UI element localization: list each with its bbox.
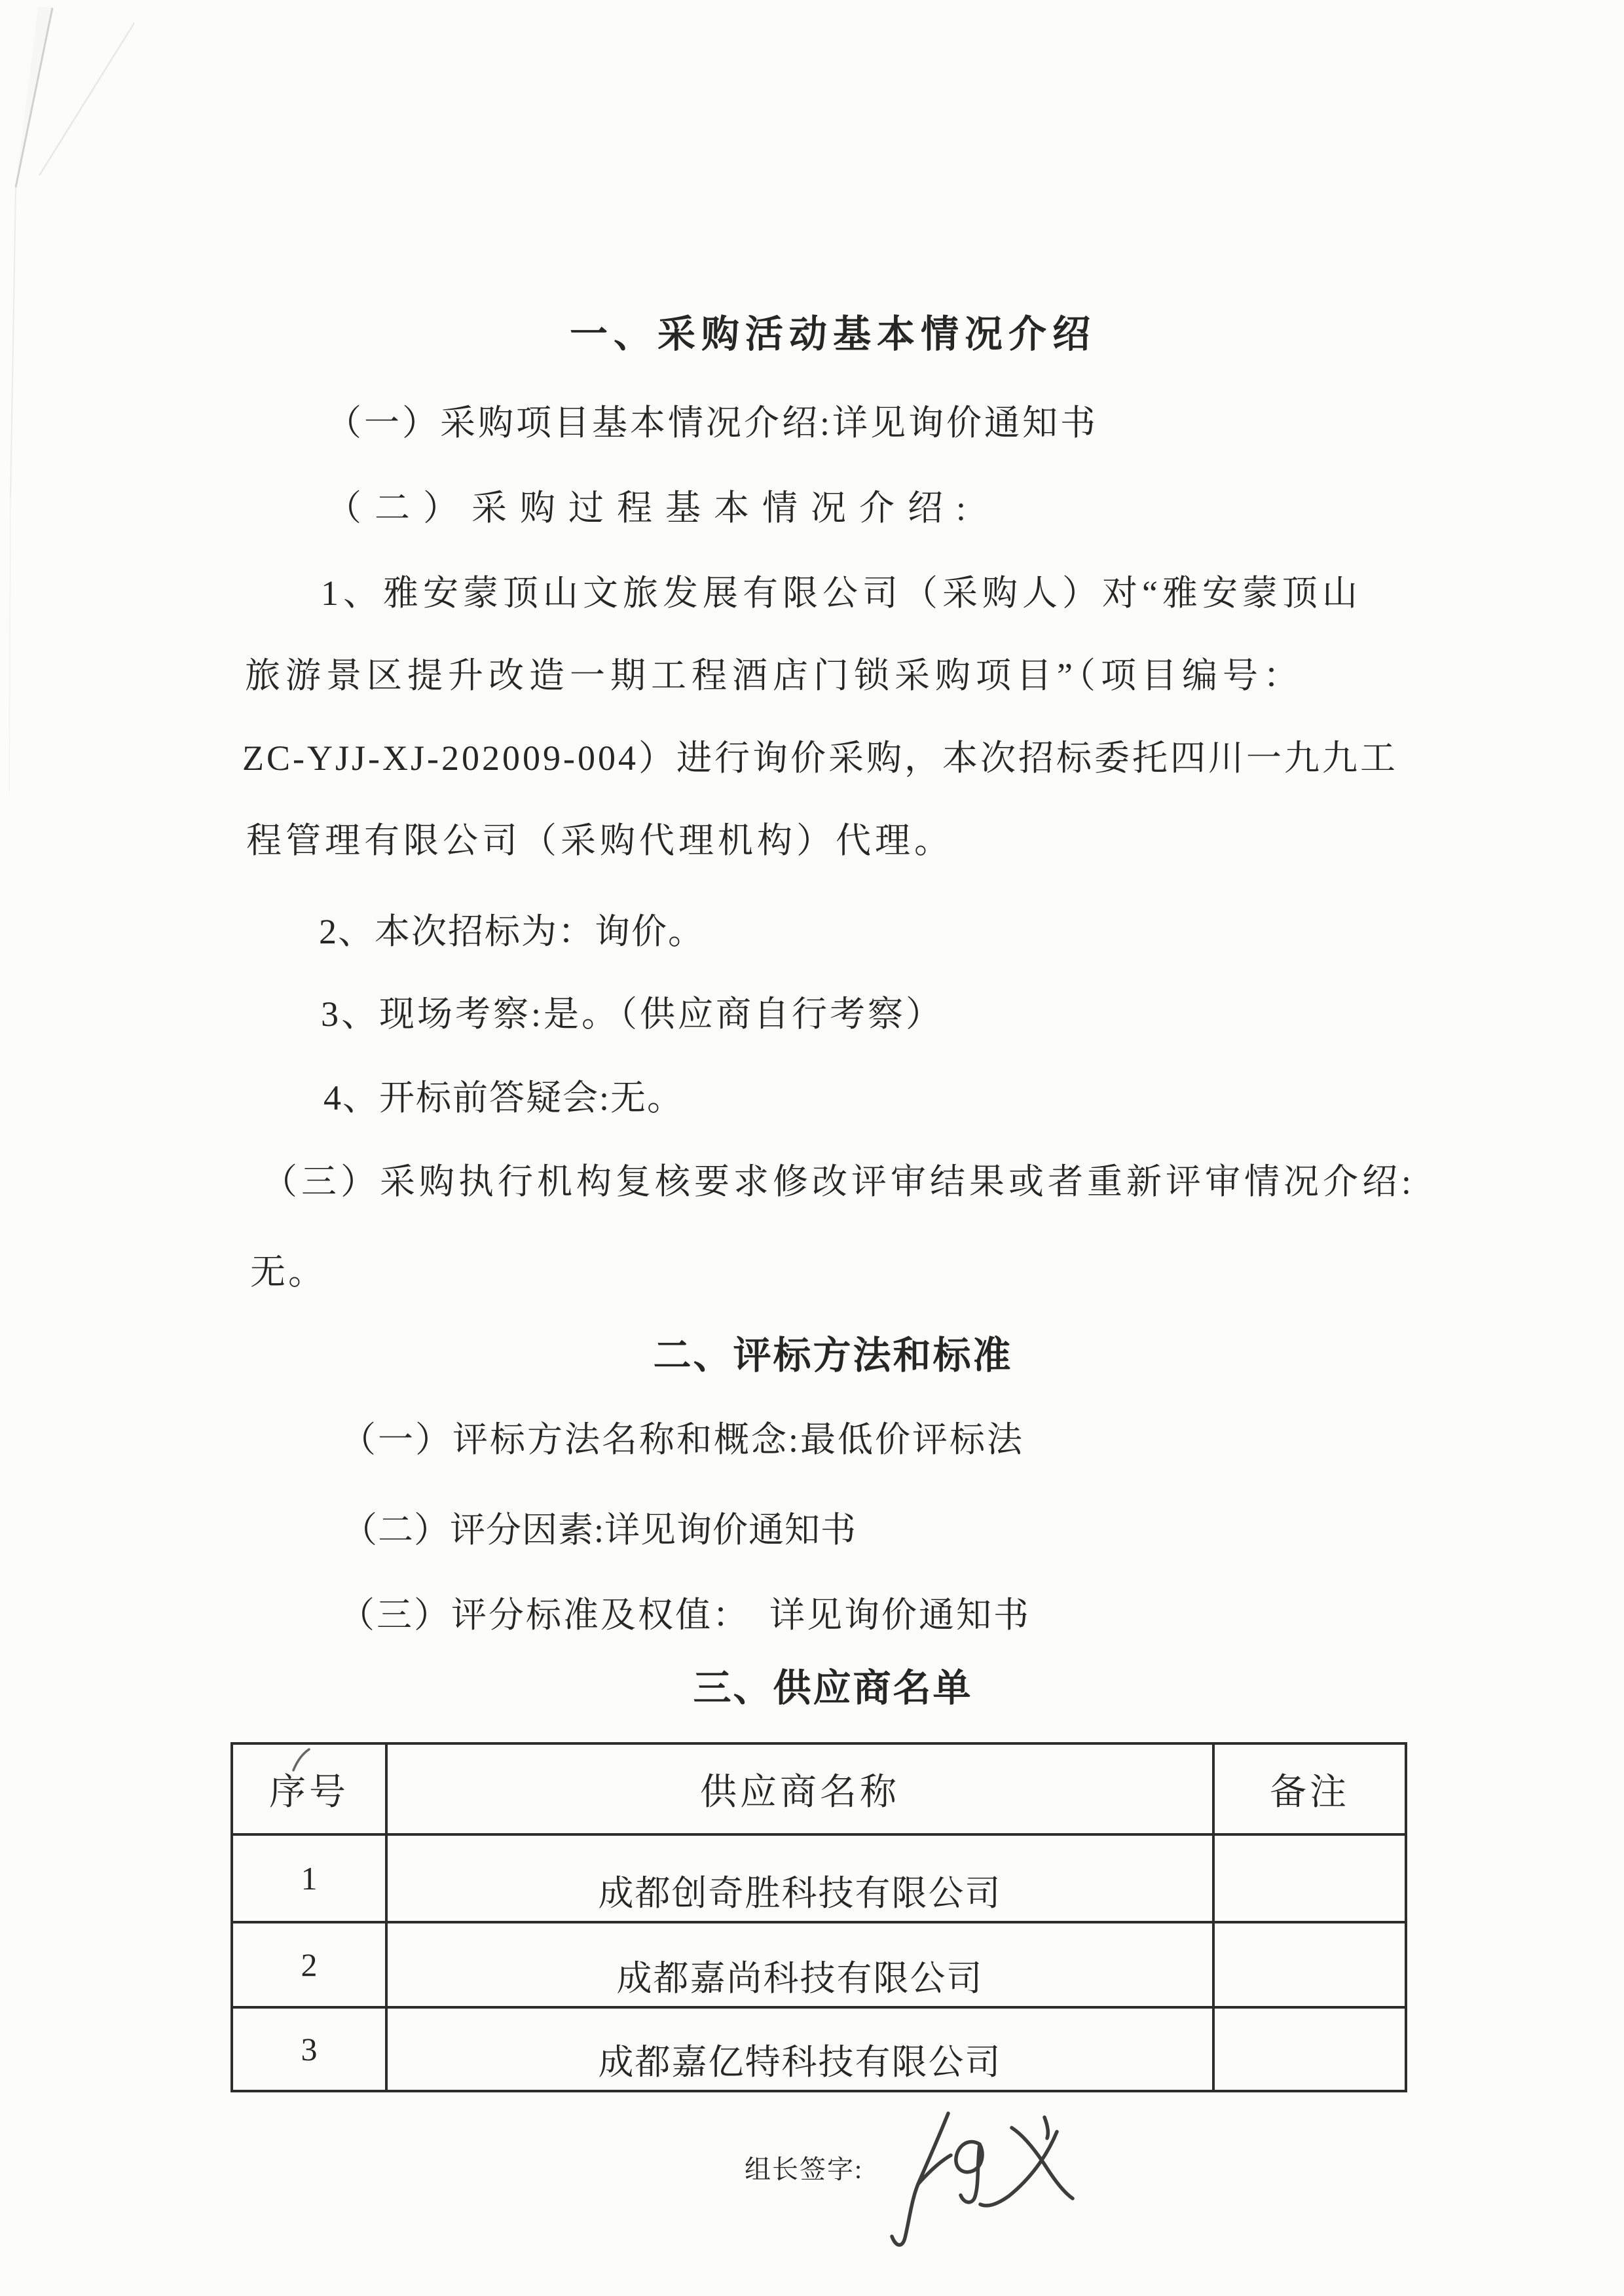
col-header-supplier-name: 供应商名称 [386, 1743, 1213, 1834]
row3-note [1213, 2007, 1406, 2091]
item-review-modification-answer: 无。 [250, 1252, 326, 1292]
supplier-table [231, 1742, 1407, 2092]
section2-title: 二、评标方法和标准 [653, 1334, 1013, 1377]
row2-note [1213, 1922, 1406, 2007]
col-header-index: 序号 [232, 1743, 386, 1834]
table-row [232, 2007, 1406, 2091]
item-process-intro: （二）采购过程基本情况介绍: [326, 488, 980, 528]
item-score-standards: （三）评分标准及权值： 详见询价通知书 [339, 1595, 1031, 1635]
row1-supplier-name: 成都创奇胜科技有限公司 [386, 1834, 1213, 1922]
row2-index: 2 [232, 1922, 386, 2007]
col-header-note: 备注 [1213, 1743, 1406, 1834]
item-review-modification: （三）采购执行机构复核要求修改评审结果或者重新评审情况介绍: [262, 1162, 1416, 1201]
table-row [232, 1922, 1406, 2007]
table-row [232, 1834, 1406, 1922]
item-eval-method: （一）评标方法名称和概念:最低价评标法 [341, 1420, 1025, 1459]
paragraph1-line1: 1、雅安蒙顶山文旅发展有限公司（采购人）对“雅安蒙顶山 [321, 574, 1362, 613]
table-header-row [232, 1743, 1406, 1834]
paragraph2-bid-type: 2、本次招标为：询价。 [319, 912, 705, 951]
leader-signature-label: 组长签字: [745, 2155, 864, 2184]
row3-index: 3 [232, 2007, 386, 2091]
paragraph4-qa-meeting: 4、开标前答疑会:无。 [323, 1078, 684, 1118]
paragraph1-line2: 旅游景区提升改造一期工程酒店门锁采购项目”（项目编号： [245, 656, 1304, 695]
item-score-factors: （二）评分因素:详见询价通知书 [342, 1510, 857, 1550]
row3-supplier-name: 成都嘉亿特科技有限公司 [386, 2007, 1213, 2091]
paragraph1-line4: 程管理有限公司（采购代理机构）代理。 [246, 821, 953, 860]
row1-note [1213, 1834, 1406, 1922]
row1-index: 1 [232, 1834, 386, 1922]
item-project-intro: （一）采购项目基本情况介绍:详见询价通知书 [326, 403, 1099, 443]
section1-title: 一、采购活动基本情况介绍 [569, 313, 1096, 355]
row2-supplier-name: 成都嘉尚科技有限公司 [386, 1922, 1213, 2007]
paragraph1-line3-project-code: ZC-YJJ-XJ-202009-004）进行询价采购，本次招标委托四川一九九工 [242, 738, 1398, 778]
section3-title: 三、供应商名单 [693, 1667, 973, 1709]
paragraph3-site-visit: 3、现场考察:是。（供应商自行考察） [321, 994, 944, 1034]
